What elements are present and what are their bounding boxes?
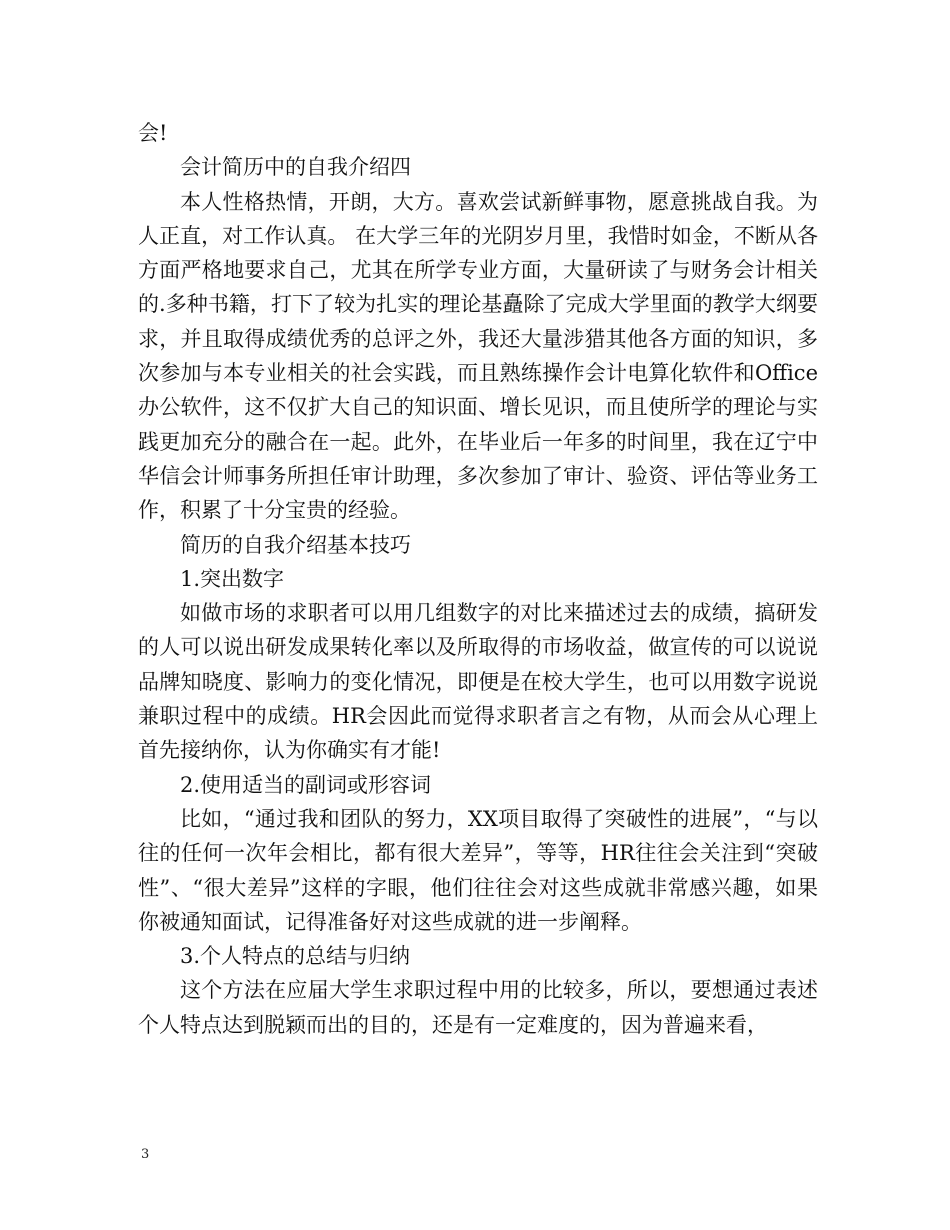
- paragraph: 本人性格热情，开朗，大方。喜欢尝试新鲜事物，愿意挑战自我。为人正直，对工作认真。 在大学三年的光阴岁月里，我惜时如金，不断从各方面严格地要求自己，尤其在所学专业方面，大量研读了与财务会计相关的.多种书籍，打下了较为扎实的理论基矗除了完成大学里面的教学大纲要求，并且取得成绩优秀的总评之外，我还大量涉猎其他各方面的知识，多次参加与本专业相关的社会实践，而且熟练操作会计电算化软件和Office办公软件，这不仅扩大自己的知识面、增长见识，而且使所学的理论与实践更加充分的融合在一起。此外，在毕业后一年多的时间里，我在辽宁中华信会计师事务所担任审计助理，多次参加了审计、验资、评估等业务工作，积累了十分宝贵的经验。: [138, 189, 818, 523]
- page-number: 3: [141, 1147, 150, 1162]
- subheading: 1.突出数字: [180, 566, 285, 591]
- section-heading: 会计简历中的自我介绍四: [180, 155, 411, 180]
- paragraph: 这个方法在应届大学生求职过程中用的比较多，所以，要想通过表述个人特点达到脱颖而出的目的，还是有一定难度的，因为普遍来看，: [138, 978, 818, 1037]
- section-heading: 简历的自我介绍基本技巧: [180, 532, 411, 557]
- document-body: [138, 116, 818, 1042]
- paragraph: 如做市场的求职者可以用几组数字的对比来描述过去的成绩，搞研发的人可以说出研发成果转化率以及所取得的市场收益，做宣传的可以说说品牌知晓度、影响力的变化情况，即便是在校大学生，也可以用数字说说兼职过程中的成绩。HR会因此而觉得求职者言之有物，从而会从心理上首先接纳你，认为你确实有才能!: [138, 601, 818, 763]
- paragraph: 比如，“通过我和团队的努力，XX项目取得了突破性的进展”，“与以往的任何一次年会相比，都有很大差异”，等等，HR往往会关注到“突破性”、“很大差异”这样的字眼，他们往往会对这些成就非常感兴趣，如果你被通知面试，记得准备好对这些成就的进一步阐释。: [138, 806, 818, 934]
- subheading: 3.个人特点的总结与归纳: [180, 944, 411, 969]
- paragraph-continuation: 会!: [138, 121, 168, 145]
- subheading: 2.使用适当的副词或形容词: [180, 772, 432, 797]
